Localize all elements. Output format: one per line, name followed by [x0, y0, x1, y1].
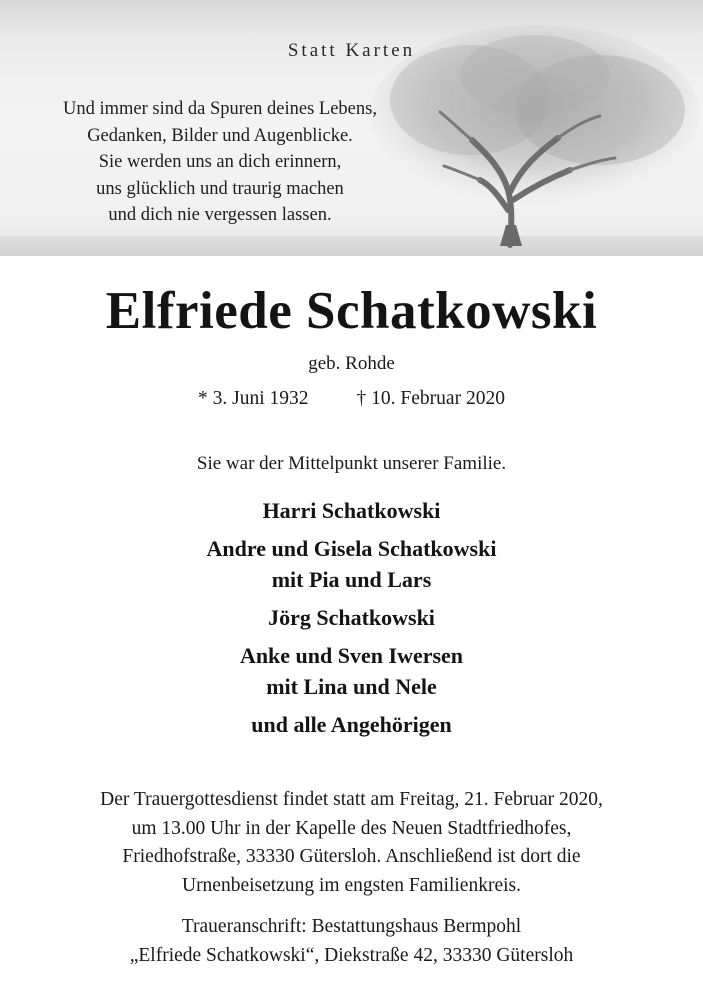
family-member: mit Pia und Lars: [271, 567, 432, 592]
poem-line: und dich nie vergessen lassen.: [108, 205, 332, 225]
family-member: Anke und Sven Iwersen: [239, 643, 464, 668]
mourning-address: [0, 913, 703, 970]
poem-line: Sie werden uns an dich erinnern,: [98, 152, 342, 172]
funeral-line: um 13.00 Uhr in der Kapelle des Neuen Stadtfriedhofes,: [131, 817, 572, 839]
born-name: geb. Rohde: [308, 353, 395, 374]
family-group: [0, 709, 703, 740]
family-group: [0, 640, 703, 702]
funeral-line: Friedhofstraße, 33330 Gütersloh. Anschließend ist dort die: [122, 846, 581, 867]
family-member: und alle Angehörigen: [251, 712, 452, 737]
poem: [20, 96, 420, 229]
statt-karten-heading: Statt Karten: [287, 40, 416, 61]
poem-line: Und immer sind da Spuren deines Lebens,: [63, 99, 377, 119]
tribute-text: Sie war der Mittelpunkt unserer Familie.: [196, 453, 507, 474]
deceased-name: Elfriede Schatkowski: [105, 282, 598, 340]
family-member: Andre und Gisela Schatkowski: [206, 536, 497, 561]
address-line: „Elfriede Schatkowski“, Diekstraße 42, 33330 Gütersloh: [129, 944, 574, 966]
family-member: mit Lina und Nele: [266, 674, 437, 699]
poem-line: Gedanken, Bilder und Augenblicke.: [87, 125, 353, 146]
funeral-info: [0, 786, 703, 900]
funeral-line: Der Trauergottesdienst findet statt am Freitag, 21. Februar 2020,: [100, 789, 603, 810]
family-group: [0, 533, 703, 595]
poem-line: uns glücklich und traurig machen: [96, 178, 344, 199]
birth-date: * 3. Juni 1932: [198, 388, 309, 409]
family-group: [0, 602, 703, 633]
address-line: Traueranschrift: Bestattungshaus Bermpohl: [181, 916, 522, 937]
life-dates: [0, 388, 703, 410]
family-member: Harri Schatkowski: [262, 498, 441, 523]
funeral-line: Urnenbeisetzung im engsten Familienkreis.: [181, 874, 521, 896]
family-list: [0, 495, 703, 747]
family-group: [0, 495, 703, 526]
family-member: Jörg Schatkowski: [268, 605, 435, 630]
death-date: † 10. Februar 2020: [356, 388, 505, 409]
